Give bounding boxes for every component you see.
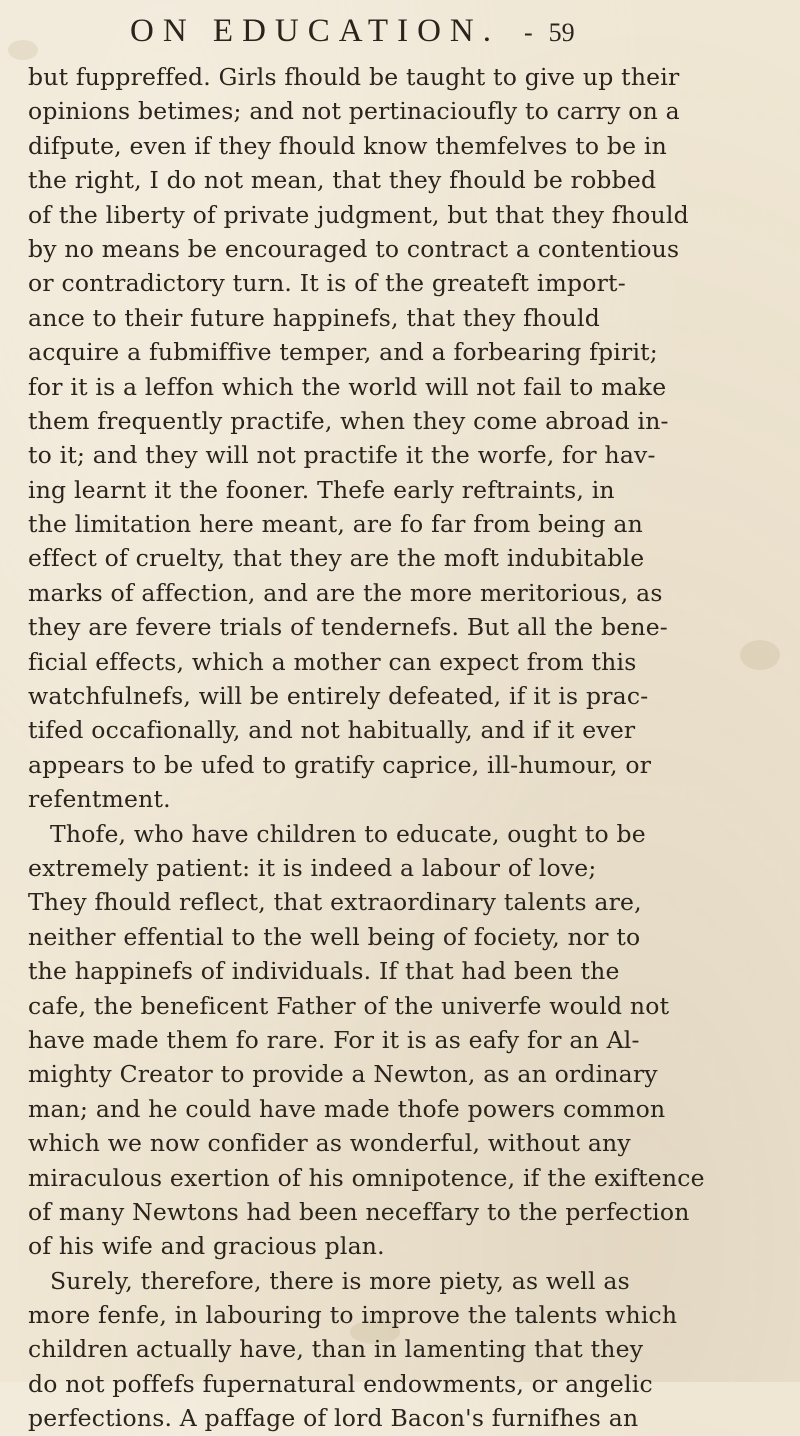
body-text [28,60,776,1436]
text-line: ficial effects, which a mother can expect from this [28,647,637,676]
text-line: cafe, the beneficent Father of the univerfe would not [28,991,670,1020]
text-line: have made them fo rare. For it is as eafy for an Al- [28,1025,640,1054]
text-line: but fuppreffed. Girls fhould be taught to give up their [28,63,680,91]
text-line: or contradictory turn. It is of the greateft import- [28,269,626,298]
text-line: effect of cruelty, that they are the moft indubitable [28,544,645,573]
text-line: watchfulnefs, will be entirely defeated, if it is prac- [28,682,649,711]
text-line: ing learnt it the fooner. Thefe early reftraints, in [28,475,615,504]
text-line: children actually have, than in lamenting that they [28,1335,644,1364]
text-line: of his wife and gracious plan. [28,1232,385,1261]
text-line: for it is a leffon which the world will not fail to make [28,372,667,401]
text-line: the happinefs of individuals. If that had been the [28,957,620,986]
running-head-title: ON EDUCATION. [130,13,500,49]
text-line: by no means be encouraged to contract a contentious [28,234,680,263]
paragraph-start-line: Surely, therefore, there is more piety, as well as [50,1266,630,1295]
text-line: them frequently practife, when they come abroad in- [28,406,669,435]
text-line: more fenfe, in labouring to improve the talents which [28,1301,678,1330]
text-line: the right, I do not mean, that they fhould be robbed [28,166,657,195]
text-line: ance to their future happinefs, that they fhould [28,303,600,332]
text-line: tifed occafionally, and not habitually, and if it ever [28,716,636,745]
text-line: they are fevere trials of tendernefs. But all the bene- [28,613,668,642]
text-line: of many Newtons had been neceffary to the perfection [28,1197,690,1226]
text-line: to it; and they will not practife it the worfe, for hav- [28,441,656,470]
text-line: miraculous exertion of his omnipotence, if the exiftence [28,1163,705,1192]
text-line: opinions betimes; and not pertinacioufly to carry on a [28,97,680,126]
page-number: 59 [548,18,575,47]
text-line: extremely patient: it is indeed a labour of love; [28,853,597,882]
text-line: refentment. [28,785,171,814]
running-head [130,6,770,56]
text-line: difpute, even if they fhould know themfelves to be in [28,131,667,160]
text-line: do not poffefs fupernatural endowments, or angelic [28,1369,653,1398]
text-line: which we now confider as wonderful, without any [28,1129,631,1158]
text-line: mighty Creator to provide a Newton, as an ordinary [28,1060,658,1089]
text-line: marks of affection, and are the more meritorious, as [28,578,663,607]
text-line: the limitation here meant, are fo far from being an [28,510,643,539]
text-line: appears to be ufed to gratify caprice, ill-humour, or [28,750,652,779]
running-head-separator: - [523,18,533,47]
text-line: of the liberty of private judgment, but that they fhould [28,200,689,229]
text-line: acquire a fubmiffive temper, and a forbearing fpirit; [28,338,658,367]
paragraph-start-line: Thofe, who have children to educate, ought to be [50,819,646,848]
text-line: They fhould reflect, that extraordinary talents are, [28,888,642,917]
text-line: man; and he could have made thofe powers common [28,1094,666,1123]
text-line: perfections. A paffage of lord Bacon's furnifhes an [28,1404,639,1433]
text-line: neither effential to the well being of fociety, nor to [28,922,641,951]
paper-stain [8,40,38,60]
